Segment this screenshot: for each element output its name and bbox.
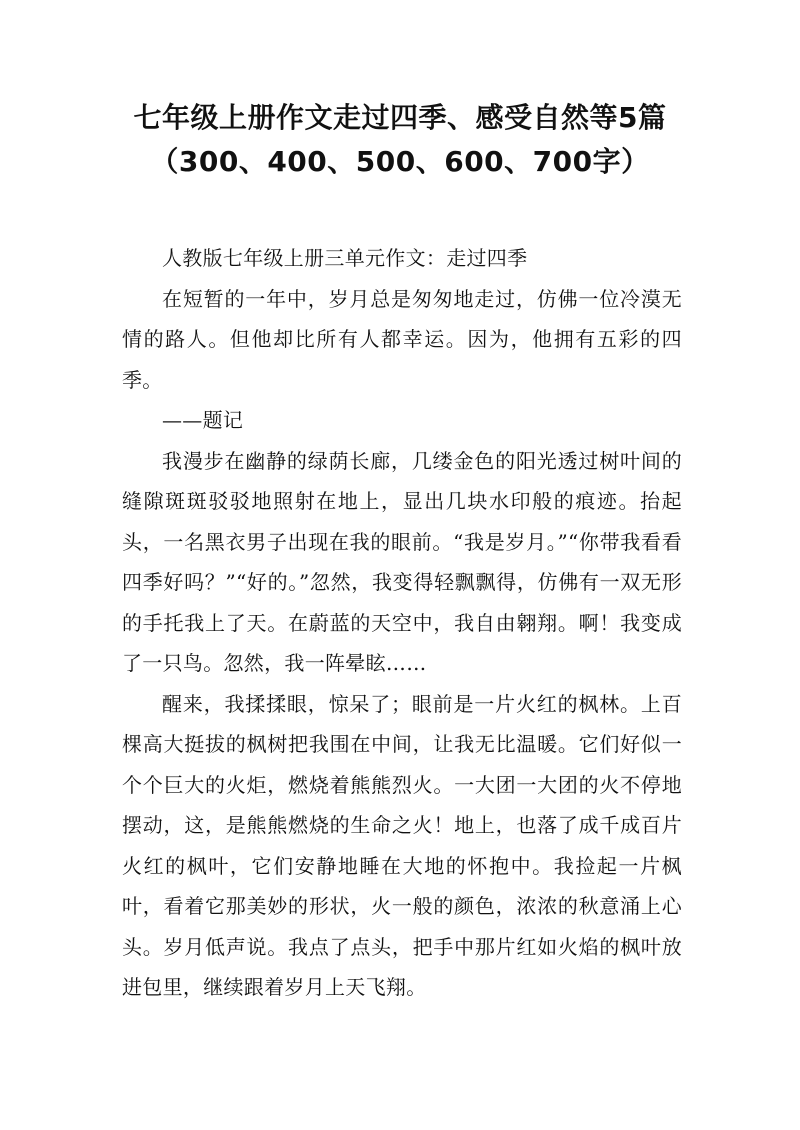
intro-paragraph: 在短暂的一年中，岁月总是匆匆地走过，仿佛一位冷漠无情的路人。但他却比所有人都幸运。因为，他拥有五彩的四季。 [122, 286, 682, 392]
document-title [0, 96, 800, 184]
body-paragraph: 我漫步在幽静的绿荫长廊，几缕金色的阳光透过树叶间的缝隙斑斑驳驳地照射在地上，显出几块水印般的痕迹。抬起头，一名黑衣男子出现在我的眼前。“我是岁月。”“你带我看看四季好吗？”“好的。”忽然，我变得轻飘飘得，仿佛有一双无形的手托我上了天。在蔚蓝的天空中，我自由翱翔。啊！我变成了一只鸟。忽然，我一阵晕眩…… [122, 448, 682, 675]
title-line-1: 七年级上册作文走过四季、感受自然等5篇 [133, 101, 667, 134]
title-line-2: （300、400、500、600、700字） [150, 145, 650, 178]
epigraph-note: ——题记 [162, 408, 244, 432]
document-body [122, 238, 682, 1008]
body-paragraph: 醒来，我揉揉眼，惊呆了；眼前是一片火红的枫林。上百棵高大挺拔的枫树把我围在中间，让我无比温暖。它们好似一个个巨大的火炬，燃烧着熊熊烈火。一大团一大团的火不停地摆动，这，是熊熊燃烧的生命之火！地上，也落了成千成百片火红的枫叶，它们安静地睡在大地的怀抱中。我捡起一片枫叶，看着它那美妙的形状，火一般的颜色，浓浓的秋意涌上心头。岁月低声说。我点了点头，把手中那片红如火焰的枫叶放进包里，继续跟着岁月上天飞翔。 [122, 691, 682, 999]
subtitle-paragraph: 人教版七年级上册三单元作文：走过四季 [162, 246, 528, 270]
